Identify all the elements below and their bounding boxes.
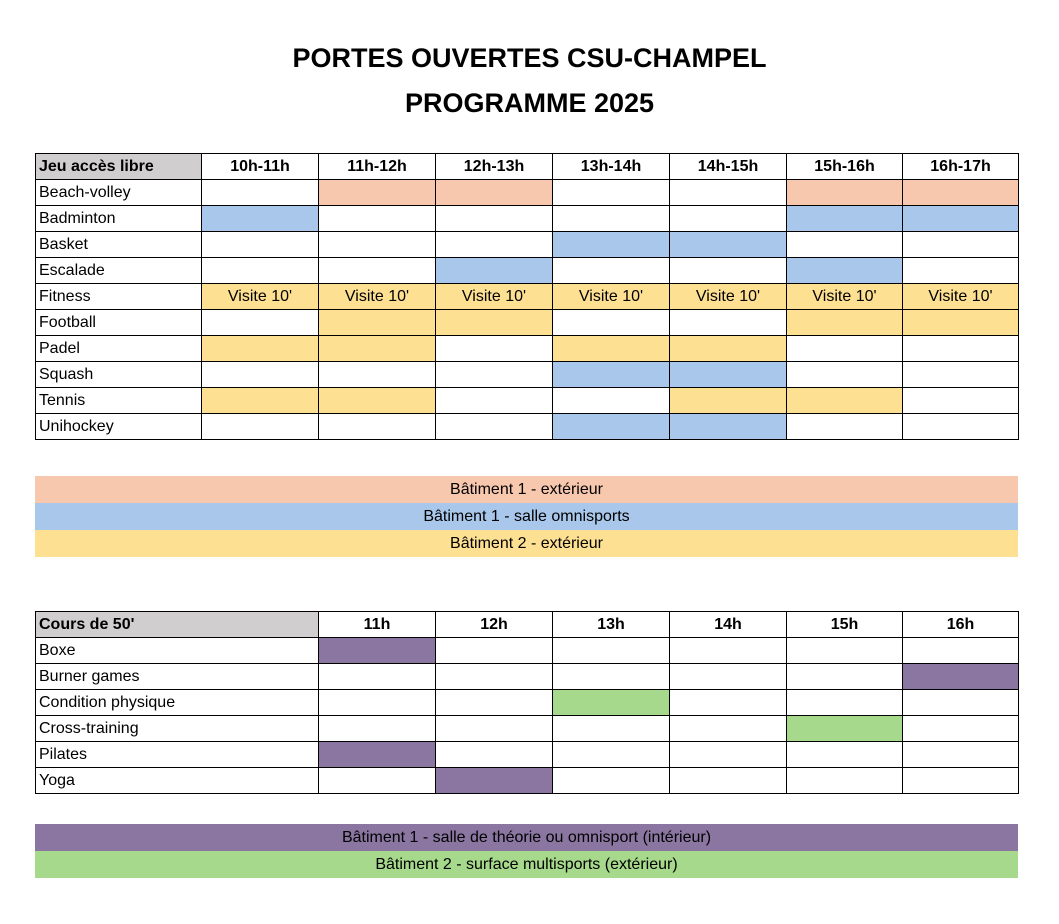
schedule-cell <box>787 258 903 284</box>
hour-header: 11h <box>319 612 436 638</box>
schedule-cell <box>553 310 670 336</box>
time-slot-header: 12h-13h <box>436 154 553 180</box>
sport-name: Basket <box>36 232 202 258</box>
schedule-cell <box>903 414 1019 440</box>
course-name: Cross-training <box>36 716 319 742</box>
schedule-cell <box>553 336 670 362</box>
time-slot-header: 11h-12h <box>319 154 436 180</box>
schedule-cell <box>202 362 319 388</box>
schedule-cell <box>670 388 787 414</box>
schedule-cell <box>553 180 670 206</box>
course-cell <box>787 690 903 716</box>
schedule-cell <box>202 232 319 258</box>
sport-name: Football <box>36 310 202 336</box>
schedule-cell <box>436 362 553 388</box>
course-row <box>36 638 1019 664</box>
schedule-cell <box>202 310 319 336</box>
sport-row <box>36 206 1019 232</box>
schedule-cell <box>319 258 436 284</box>
course-cell <box>319 664 436 690</box>
sport-name: Badminton <box>36 206 202 232</box>
legend-batiment2-exterieur: Bâtiment 2 - extérieur <box>35 530 1018 557</box>
schedule-cell: Visite 10' <box>436 284 553 310</box>
time-slot-header: 14h-15h <box>670 154 787 180</box>
schedule-cell <box>436 206 553 232</box>
course-cell <box>903 664 1019 690</box>
course-cell <box>670 664 787 690</box>
hour-header: 15h <box>787 612 903 638</box>
course-cell <box>787 716 903 742</box>
time-slot-header: 10h-11h <box>202 154 319 180</box>
schedule-cell <box>436 310 553 336</box>
schedule-cell <box>319 362 436 388</box>
course-cell <box>436 690 553 716</box>
hour-header: 12h <box>436 612 553 638</box>
schedule-cell <box>202 414 319 440</box>
sport-row <box>36 362 1019 388</box>
schedule-cell <box>553 206 670 232</box>
schedule-cell <box>319 206 436 232</box>
schedule-cell <box>319 414 436 440</box>
schedule-cell <box>670 362 787 388</box>
schedule-cell: Visite 10' <box>787 284 903 310</box>
course-cell <box>319 638 436 664</box>
hour-header: 16h <box>903 612 1019 638</box>
schedule-cell <box>903 336 1019 362</box>
schedule-cell <box>787 362 903 388</box>
time-slot-header: 15h-16h <box>787 154 903 180</box>
legend-batiment2-multisports: Bâtiment 2 - surface multisports (extérieur) <box>35 851 1018 878</box>
schedule-cell: Visite 10' <box>903 284 1019 310</box>
schedule-cell <box>319 310 436 336</box>
course-cell <box>903 742 1019 768</box>
schedule-cell <box>787 310 903 336</box>
time-slot-header: 13h-14h <box>553 154 670 180</box>
schedule-cell <box>670 414 787 440</box>
course-cell <box>436 742 553 768</box>
schedule-cell <box>787 388 903 414</box>
schedule-cell <box>670 336 787 362</box>
schedule-cell <box>903 310 1019 336</box>
schedule-cell <box>787 414 903 440</box>
schedule-cell <box>319 336 436 362</box>
course-cell <box>903 716 1019 742</box>
course-cell <box>670 768 787 794</box>
course-name: Pilates <box>36 742 319 768</box>
schedule-cell <box>903 362 1019 388</box>
page-title: PORTES OUVERTES CSU-CHAMPEL <box>292 43 767 73</box>
schedule-cell <box>903 232 1019 258</box>
sport-name: Tennis <box>36 388 202 414</box>
sport-name: Squash <box>36 362 202 388</box>
sport-row <box>36 232 1019 258</box>
course-cell <box>787 638 903 664</box>
sport-name: Fitness <box>36 284 202 310</box>
schedule-cell <box>903 388 1019 414</box>
schedule-cell <box>202 206 319 232</box>
course-cell <box>553 690 670 716</box>
jeu-libre-header-row <box>36 154 1019 180</box>
schedule-cell <box>903 180 1019 206</box>
course-cell <box>436 716 553 742</box>
course-cell <box>553 664 670 690</box>
cours-header-row <box>36 612 1019 638</box>
cours-table <box>35 611 1019 794</box>
schedule-cell <box>787 206 903 232</box>
course-cell <box>787 768 903 794</box>
schedule-cell <box>436 388 553 414</box>
time-slot-header: 16h-17h <box>903 154 1019 180</box>
schedule-cell <box>319 180 436 206</box>
sport-row <box>36 310 1019 336</box>
course-cell <box>670 638 787 664</box>
schedule-cell <box>319 388 436 414</box>
course-cell <box>670 742 787 768</box>
schedule-cell <box>670 232 787 258</box>
schedule-cell <box>436 414 553 440</box>
schedule-cell <box>787 232 903 258</box>
course-row <box>36 716 1019 742</box>
schedule-cell <box>202 258 319 284</box>
schedule-cell <box>787 180 903 206</box>
course-cell <box>903 768 1019 794</box>
course-cell <box>670 690 787 716</box>
schedule-cell <box>553 414 670 440</box>
schedule-cell <box>670 310 787 336</box>
course-row <box>36 768 1019 794</box>
hour-header: 14h <box>670 612 787 638</box>
course-name: Boxe <box>36 638 319 664</box>
schedule-cell <box>553 388 670 414</box>
course-name: Burner games <box>36 664 319 690</box>
course-cell <box>903 638 1019 664</box>
legend-batiment1-exterieur: Bâtiment 1 - extérieur <box>35 476 1018 503</box>
schedule-cell <box>553 258 670 284</box>
sport-name: Beach-volley <box>36 180 202 206</box>
schedule-cell: Visite 10' <box>202 284 319 310</box>
sport-row <box>36 336 1019 362</box>
schedule-cell <box>319 232 436 258</box>
course-cell <box>553 716 670 742</box>
sport-row <box>36 180 1019 206</box>
schedule-cell <box>436 258 553 284</box>
course-cell <box>903 690 1019 716</box>
schedule-cell: Visite 10' <box>670 284 787 310</box>
jeu-libre-header: Jeu accès libre <box>36 154 202 180</box>
schedule-cell <box>670 206 787 232</box>
schedule-cell <box>787 336 903 362</box>
course-cell <box>436 768 553 794</box>
schedule-cell: Visite 10' <box>553 284 670 310</box>
cours-header: Cours de 50' <box>36 612 319 638</box>
legend-batiment1-omnisports: Bâtiment 1 - salle omnisports <box>35 503 1018 530</box>
schedule-cell <box>553 232 670 258</box>
course-cell <box>787 742 903 768</box>
schedule-cell <box>436 232 553 258</box>
course-row <box>36 742 1019 768</box>
course-cell <box>319 768 436 794</box>
sport-row <box>36 284 1019 310</box>
course-cell <box>553 742 670 768</box>
jeu-libre-table <box>35 153 1019 440</box>
course-cell <box>319 742 436 768</box>
sport-name: Escalade <box>36 258 202 284</box>
sport-row <box>36 414 1019 440</box>
course-name: Condition physique <box>36 690 319 716</box>
page-subtitle: PROGRAMME 2025 <box>404 88 655 118</box>
schedule-cell <box>903 258 1019 284</box>
schedule-cell <box>903 206 1019 232</box>
schedule-cell: Visite 10' <box>319 284 436 310</box>
schedule-cell <box>202 388 319 414</box>
course-cell <box>553 638 670 664</box>
schedule-cell <box>202 336 319 362</box>
course-cell <box>553 768 670 794</box>
course-cell <box>319 690 436 716</box>
course-cell <box>787 664 903 690</box>
course-row <box>36 690 1019 716</box>
schedule-cell <box>436 180 553 206</box>
legend-batiment1-interieur: Bâtiment 1 - salle de théorie ou omnisport (intérieur) <box>35 824 1018 851</box>
course-cell <box>436 664 553 690</box>
course-cell <box>670 716 787 742</box>
sport-row <box>36 258 1019 284</box>
sport-row <box>36 388 1019 414</box>
course-cell <box>436 638 553 664</box>
schedule-cell <box>670 180 787 206</box>
course-cell <box>319 716 436 742</box>
sport-name: Padel <box>36 336 202 362</box>
schedule-cell <box>202 180 319 206</box>
hour-header: 13h <box>553 612 670 638</box>
course-name: Yoga <box>36 768 319 794</box>
schedule-cell <box>670 258 787 284</box>
course-row <box>36 664 1019 690</box>
schedule-cell <box>436 336 553 362</box>
schedule-cell <box>553 362 670 388</box>
sport-name: Unihockey <box>36 414 202 440</box>
